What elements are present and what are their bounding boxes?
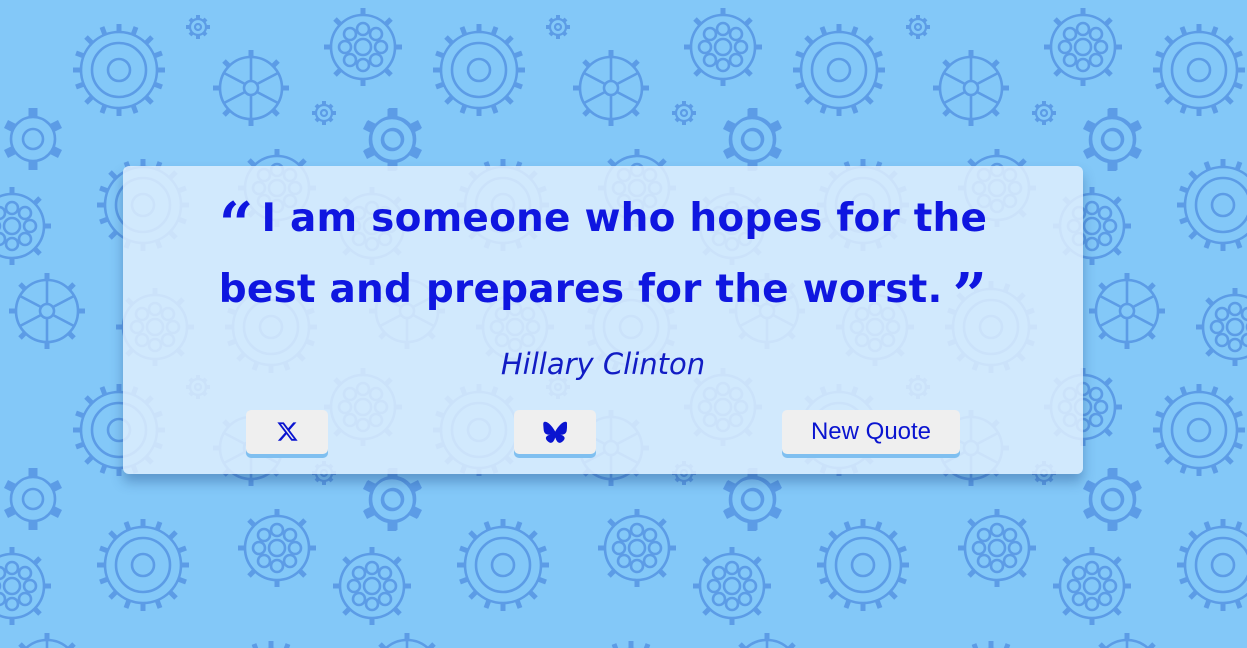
quote-card	[123, 166, 1083, 474]
quote-author: Hillary Clinton	[500, 347, 706, 381]
open-quote-icon: “	[218, 190, 254, 260]
close-quote-icon: ”	[952, 261, 988, 331]
tweet-quote-button[interactable]	[246, 410, 328, 454]
quote-text: I am someone who hopes for the best and prepares for the worst.	[218, 196, 988, 312]
new-quote-button[interactable]: New Quote	[782, 410, 960, 454]
x-logo-icon	[276, 421, 298, 443]
quote-text-block	[173, 184, 1033, 331]
share-bluesky-button[interactable]	[514, 410, 596, 454]
bluesky-butterfly-icon	[543, 421, 567, 443]
